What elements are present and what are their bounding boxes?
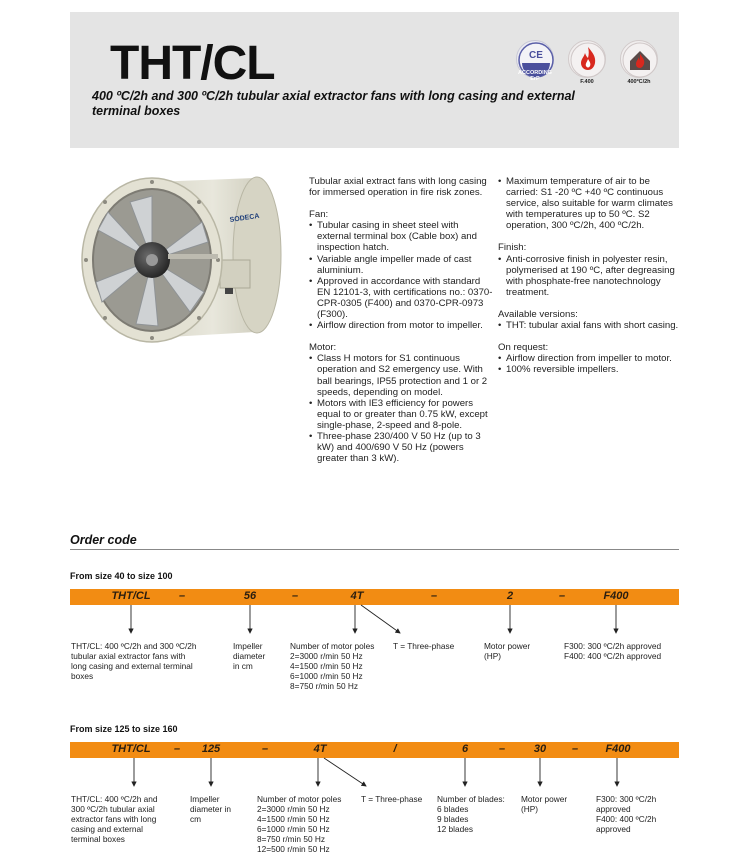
range2-caption-phase: T = Three-phase <box>361 794 423 804</box>
code-separator: / <box>393 743 397 755</box>
code-separator: – <box>261 743 269 755</box>
range1-caption-poles: Number of motor poles 2=3000 r/min 50 Hz 4=1500 r/min 50 Hz 6=1000 r/min 50 Hz 8=750 r/min 50 Hz <box>290 641 375 691</box>
range2-caption-blades: Number of blades: 6 blades 9 blades 12 blades <box>437 794 505 834</box>
list-item: • Class H motors for S1 continuous operation and S2 emergency use. With ball bearings, IP55 protection and 1 or 2 speeds, depending on model. <box>309 353 495 397</box>
code-separator: – <box>430 590 438 602</box>
page-subtitle: 400 ºC/2h and 300 ºC/2h tubular axial extractor fans with long casing and external terminal boxes <box>92 89 575 118</box>
f400-flame-icon <box>568 40 606 78</box>
description-left-column <box>309 176 495 475</box>
list-item: • 100% reversible impellers. <box>498 364 680 375</box>
code-separator: – <box>498 743 506 755</box>
list-item: • Anti-corrosive finish in polyester resin, polymerised at 190 ºC, after degreasing with phosphate-free nanotechnology treatment. <box>498 254 680 298</box>
page-title: THT/CL <box>110 37 275 90</box>
fan-heading: Fan: <box>309 209 329 221</box>
intro-text: Tubular axial extract fans with long casing for immersed operation in fire risk zones. <box>309 176 487 199</box>
code-separator: – <box>558 590 566 602</box>
f400-badge-label: F.400 <box>580 79 594 85</box>
code-power: 2 <box>506 590 514 602</box>
code-impeller: 56 <box>243 590 257 602</box>
certification-badges <box>516 40 676 90</box>
erp-badge-label: ACCORDING ErP <box>518 70 552 82</box>
list-item: • Three-phase 230/400 V 50 Hz (up to 3 kW) and 400/690 V 50 Hz (powers greater than 3 kW). <box>309 431 495 464</box>
range1-code-bar <box>70 589 679 605</box>
finish-heading: Finish: <box>498 242 527 254</box>
on-request-list <box>498 353 680 375</box>
order-code-title: Order code <box>70 533 137 547</box>
range2-caption-model: THT/CL: 400 ºC/2h and 300 ºC/2h tubular axial extractor fans with long casing and external terminal boxes <box>71 794 158 844</box>
range1-label: From size 40 to size 100 <box>70 571 173 581</box>
section-divider <box>70 549 679 550</box>
header-panel <box>70 12 679 148</box>
motor-list <box>309 353 495 464</box>
motor-heading: Motor: <box>309 342 337 354</box>
list-item: • Motors with IE3 efficiency for powers equal to or greater than 0.75 kW, except single-phase, 2-speed and 8-pole. <box>309 398 495 431</box>
description-right-column <box>498 176 680 386</box>
house-fire-icon <box>620 40 658 78</box>
fan-product-image <box>70 160 295 350</box>
fan-brand-label: SODECA <box>229 212 260 224</box>
arrow-phase <box>361 605 400 633</box>
range2-caption-approval: F300: 300 ºC/2h approved F400: 400 ºC/2h approved <box>596 794 657 834</box>
list-item: • Airflow direction from motor to impeller. <box>309 320 495 331</box>
svg-text:CE: CE <box>529 50 543 61</box>
versions-list <box>498 320 680 331</box>
code-model: THT/CL <box>111 590 151 602</box>
list-item: • THT: tubular axial fans with short casing. <box>498 320 680 331</box>
range1-caption-phase: T = Three-phase <box>393 641 455 651</box>
code-model: THT/CL <box>111 743 151 755</box>
range2-code-bar <box>70 742 679 758</box>
arrow-phase <box>324 758 366 786</box>
code-power: 30 <box>533 743 547 755</box>
list-item: • Maximum temperature of air to be carried: S1 -20 ºC +40 ºC continuous service, also suitable for warm climates with temperatures up to 50 ºC. S2 operation, 300 ºC/2h, 400 ºC/2h. <box>498 176 680 231</box>
range2-label: From size 125 to size 160 <box>70 724 178 734</box>
range1-caption-power: Motor power (HP) <box>484 641 531 661</box>
code-impeller: 125 <box>201 743 221 755</box>
list-item: • Airflow direction from impeller to motor. <box>498 353 680 364</box>
range1-caption-approval: F300: 300 ºC/2h approved F400: 400 ºC/2h approved <box>564 641 662 661</box>
code-separator: – <box>173 743 181 755</box>
on-request-heading: On request: <box>498 342 549 354</box>
fan-list <box>309 220 495 331</box>
code-approval: F400 <box>605 743 631 755</box>
code-separator: – <box>571 743 579 755</box>
list-item: • Variable angle impeller made of cast aluminium. <box>309 254 495 276</box>
temperature-list <box>498 176 680 231</box>
versions-heading: Available versions: <box>498 308 578 320</box>
code-poles: 4T <box>350 590 364 602</box>
code-blades: 6 <box>461 743 469 755</box>
range2-caption-power: Motor power (HP) <box>521 794 568 814</box>
range1-caption-impeller: Impeller diameter in cm <box>233 641 266 671</box>
code-approval: F400 <box>603 590 629 602</box>
range2-caption-impeller: Impeller diameter in cm <box>190 794 232 824</box>
range1-caption-model: THT/CL: 400 ºC/2h and 300 ºC/2h tubular axial extractor fans with long casing and external terminal boxes <box>71 641 197 681</box>
code-separator: – <box>178 590 186 602</box>
list-item: • Tubular casing in sheet steel with external terminal box (Cable box) and inspection hatch. <box>309 220 495 253</box>
list-item: • Approved in accordance with standard EN 12101-3, with certifications no.: 0370-CPR-0305 (F400) and 0370-CPR-0973 (F300). <box>309 276 495 320</box>
code-separator: – <box>291 590 299 602</box>
code-poles: 4T <box>313 743 327 755</box>
fire-badge-label: 400ºC/2h <box>627 79 651 85</box>
finish-list <box>498 254 680 298</box>
range2-caption-poles: Number of motor poles 2=3000 r/min 50 Hz 4=1500 r/min 50 Hz 6=1000 r/min 50 Hz 8=750 r/min 50 Hz 12=500 r/min 50 Hz <box>257 794 342 854</box>
